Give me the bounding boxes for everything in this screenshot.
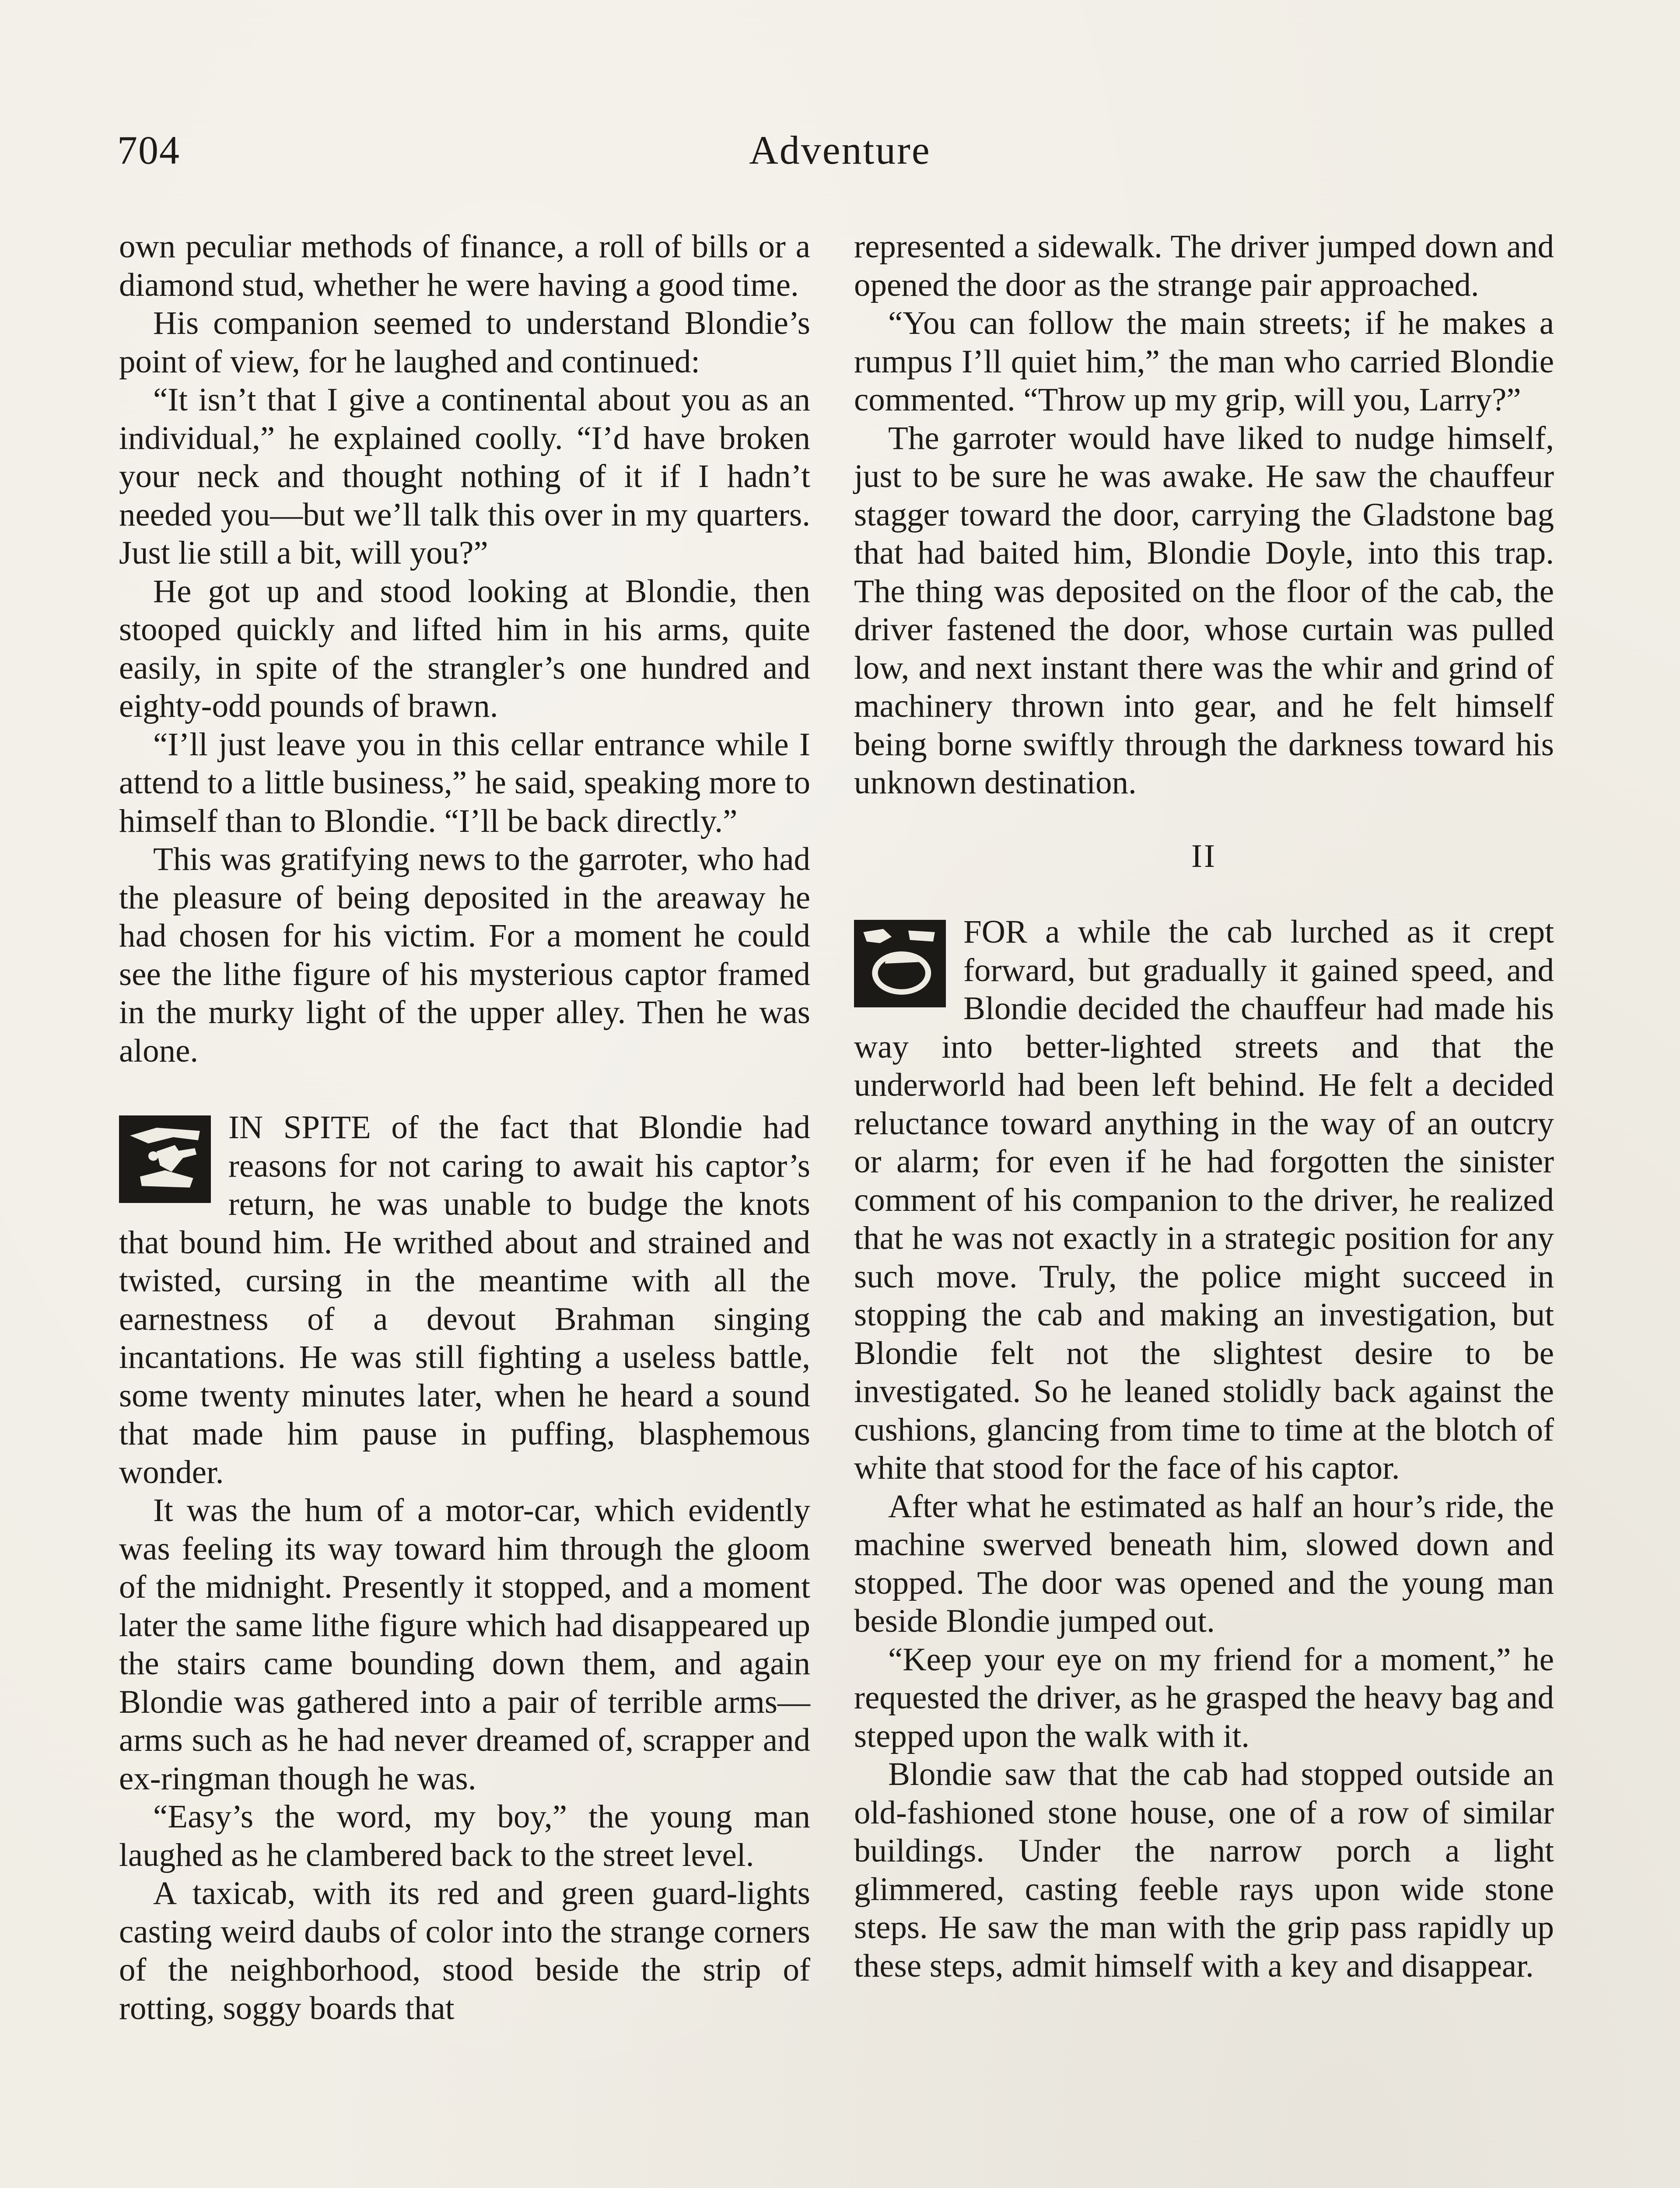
dropcap-paragraph: [119, 1108, 810, 1491]
paragraph-text: IN SPITE of the fact that Blondie had reasons for not caring to await his captor’s return, he was unable to budge the knots that bound him. He writhed about and strained and twisted, cursing in the meantime with all the earnestness of a devout Brahman singing incantations. He was still fighting a useless battle, some twenty minutes later, when he heard a sound that made him pause in puffing, blasphemous wonder.: [119, 1109, 810, 1490]
paragraph: “It isn’t that I give a continental about you as an individual,” he explained coolly. “I’d have broken your neck and thought nothing of it if I hadn’t needed you—but we’ll talk this over in my quarters. Just lie still a bit, will you?”: [119, 382, 810, 571]
paragraph: “I’ll just leave you in this cellar entrance while I attend to a little business,” he said, speaking more to himself than to Blondie. “I’ll be back directly.”: [119, 726, 810, 839]
paragraph: His companion seemed to understand Blondie’s point of view, for he laughed and continued:: [119, 305, 810, 380]
paragraph: Blondie saw that the cab had stopped outside an old-fashioned stone house, one of a row of similar buildings. Under the narrow porch a light glimmered, casting feeble rays upon wide stone steps. He saw the man with the grip pass rapidly up these steps, admit himself with a key and disappear.: [854, 1756, 1554, 1984]
page-number: 704: [117, 128, 180, 172]
paragraph: After what he estimated as half an hour’s ride, the machine swerved beneath him, slowed down and stopped. The door was opened and the young man beside Blondie jumped out.: [854, 1488, 1554, 1639]
paragraph: “Easy’s the word, my boy,” the young man laughed as he clambered back to the street level.: [119, 1799, 810, 1873]
paragraph: “Keep your eye on my friend for a moment,” he requested the driver, as he grasped the heavy bag and stepped upon the walk with it.: [854, 1641, 1554, 1754]
dropcap-paragraph: [854, 913, 1554, 1487]
paragraph: The garroter would have liked to nudge himself, just to be sure he was awake. He saw the chauffeur stagger toward the door, carrying the Gladstone bag that had baited him, Blondie Doyle, into this trap. The thing was deposited on the floor of the cab, the driver fastened the door, whose curtain was pulled low, and next instant there was the whir and grind of machinery thrown into gear, and he felt himself being borne swiftly through the darkness toward his unknown destination.: [854, 420, 1554, 801]
paragraph: He got up and stood looking at Blondie, then stooped quickly and lifted him in his arms, quite easily, in spite of the strangler’s one hundred and eighty-odd pounds of brawn.: [119, 573, 810, 724]
section-number: II: [1191, 838, 1217, 874]
paragraph: represented a sidewalk. The driver jumped down and opened the door as the strange pair approached.: [854, 228, 1554, 303]
right-column: [854, 228, 1554, 1985]
paragraph: This was gratifying news to the garroter, who had the pleasure of being deposited in the areaway he had chosen for his victim. For a moment he could see the lithe figure of his mysterious captor framed in the murky light of the upper alley. Then he was alone.: [119, 841, 810, 1069]
magazine-title: Adventure: [749, 128, 931, 172]
paragraph: It was the hum of a motor-car, which evidently was feeling its way toward him through the gloom of the midnight. Presently it stopped, and a moment later the same lithe figure which had disappeared up the stairs came bounding down them, and again Blondie was gathered into a pair of terrible arms—arms such as he had never dreamed of, scrapper and ex-ringman though he was.: [119, 1492, 810, 1797]
paragraph: “You can follow the main streets; if he makes a rumpus I’ll quiet him,” the man who carried Blondie commented. “Throw up my grip, will you, Larry?”: [854, 305, 1554, 418]
paragraph: A taxicab, with its red and green guard-lights casting weird daubs of color into the strange corners of the neighborhood, stood beside the strip of rotting, soggy boards that: [119, 1875, 810, 2027]
ornament-illustration-icon: [854, 920, 946, 1007]
paragraph: own peculiar methods of finance, a roll of bills or a diamond stud, whether he were having a good time.: [119, 228, 810, 303]
left-column: [119, 228, 810, 2027]
paragraph-text: FOR a while the cab lurched as it crept forward, but gradually it gained speed, and Blondie decided the chauffeur had made his way into better-lighted streets and that the underworld had been left behind. He felt a decided reluctance toward anything in the way of an outcry or alarm; for even if he had forgotten the sinister comment of his companion to the driver, he realized that he was not exactly in a strategic position for any such move. Truly, the police might succeed in stopping the cab and making an investigation, but Blondie felt not the slightest desire to be investigated. So he leaned stolidly back against the cushions, glancing from time to time at the blotch of white that stood for the face of his captor.: [854, 914, 1554, 1486]
ornament-illustration-icon: [119, 1115, 211, 1203]
